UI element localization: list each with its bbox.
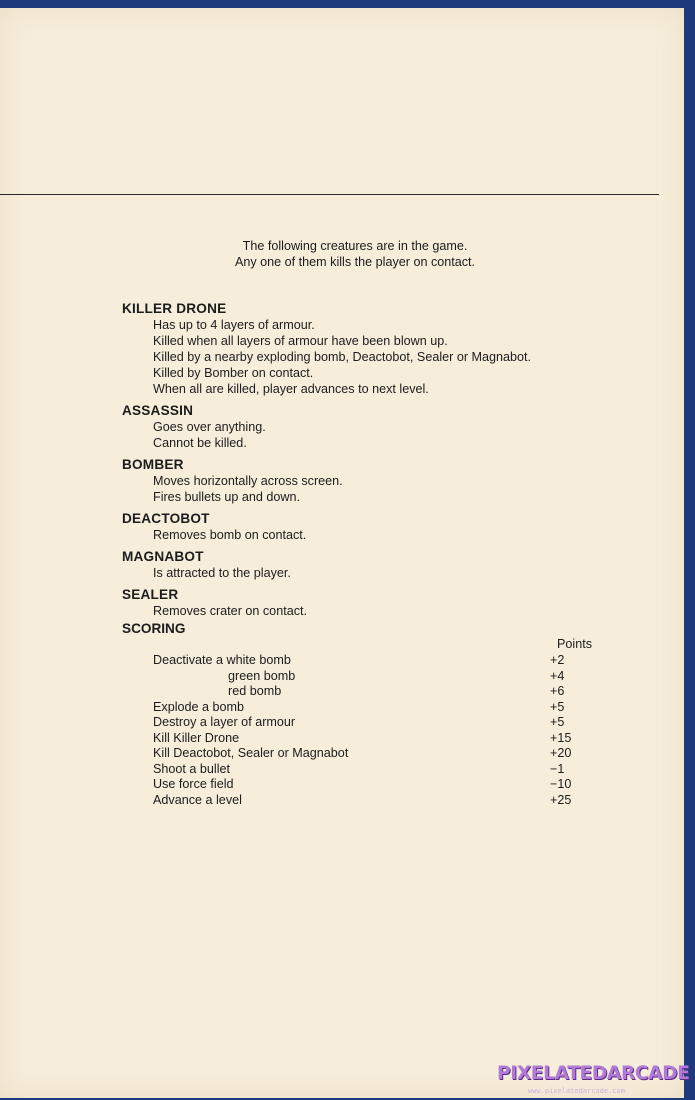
watermark-logo: PIXELATEDARCADE	[497, 1063, 690, 1084]
creature-list	[122, 300, 662, 624]
score-row	[153, 700, 593, 716]
creature-name: MAGNABOT	[122, 549, 204, 564]
creature-description-line: Removes bomb on contact.	[153, 528, 307, 542]
creature-description-line: When all are killed, player advances to next level.	[153, 382, 429, 396]
score-row	[153, 762, 593, 778]
score-row	[153, 746, 593, 762]
points-column-header: Points	[557, 637, 593, 651]
creature-section	[122, 300, 662, 397]
scoring-heading: SCORING	[122, 621, 186, 636]
score-row	[153, 653, 593, 669]
score-points: −1	[550, 761, 565, 776]
score-points: +5	[550, 699, 565, 714]
score-points: +15	[550, 730, 572, 745]
manual-page	[0, 8, 684, 1098]
intro-line-1: The following creatures are in the game.	[242, 239, 468, 253]
score-label: Shoot a bullet	[153, 761, 231, 776]
creature-name: SEALER	[122, 587, 179, 602]
creature-description-line: Killed when all layers of armour have been blown up.	[153, 334, 448, 348]
score-row	[153, 731, 593, 747]
creature-name: ASSASSIN	[122, 403, 194, 418]
creature-section	[122, 402, 662, 451]
score-label: Kill Deactobot, Sealer or Magnabot	[153, 746, 349, 760]
creature-description-line: Has up to 4 layers of armour.	[153, 318, 315, 332]
intro-text	[230, 238, 480, 270]
score-row	[153, 684, 593, 700]
creature-section	[122, 548, 662, 581]
score-label: Explode a bomb	[153, 699, 245, 714]
score-points: +25	[550, 792, 572, 807]
score-points: +2	[550, 653, 565, 667]
score-row	[153, 777, 593, 793]
score-row	[153, 793, 593, 809]
creature-name: DEACTOBOT	[122, 511, 210, 526]
score-points: −10	[550, 777, 572, 791]
creature-description-line: Is attracted to the player.	[153, 566, 291, 580]
watermark-url: www.pixelatedarcade.com	[528, 1087, 625, 1095]
creature-name: KILLER DRONE	[122, 301, 227, 316]
creature-description-line: Killed by Bomber on contact.	[153, 366, 314, 380]
creature-description-line: Fires bullets up and down.	[153, 490, 301, 504]
score-label: green bomb	[228, 668, 296, 683]
score-points: +4	[550, 668, 565, 683]
creature-description-line: Cannot be killed.	[153, 436, 247, 450]
score-label: Deactivate a white bomb	[153, 653, 291, 667]
creature-description-line: Removes crater on contact.	[153, 604, 307, 618]
score-points: +5	[550, 715, 565, 729]
score-label: Advance a level	[153, 792, 242, 807]
creature-name: BOMBER	[122, 457, 184, 472]
creature-section	[122, 510, 662, 543]
intro-line-2: Any one of them kills the player on contact.	[234, 255, 476, 269]
score-label: Use force field	[153, 777, 234, 791]
creature-section	[122, 586, 662, 619]
creature-description-line: Moves horizontally across screen.	[153, 474, 343, 488]
score-label: red bomb	[228, 684, 282, 698]
horizontal-rule	[0, 194, 659, 195]
creature-description-line: Goes over anything.	[153, 420, 266, 434]
score-label: Kill Killer Drone	[153, 730, 240, 745]
creature-section	[122, 456, 662, 505]
score-label: Destroy a layer of armour	[153, 715, 296, 729]
creature-description-line: Killed by a nearby exploding bomb, Deactobot, Sealer or Magnabot.	[153, 350, 532, 364]
score-points: +6	[550, 684, 565, 698]
scoring-table	[153, 653, 593, 808]
score-row	[153, 669, 593, 685]
score-points: +20	[550, 746, 572, 760]
score-row	[153, 715, 593, 731]
